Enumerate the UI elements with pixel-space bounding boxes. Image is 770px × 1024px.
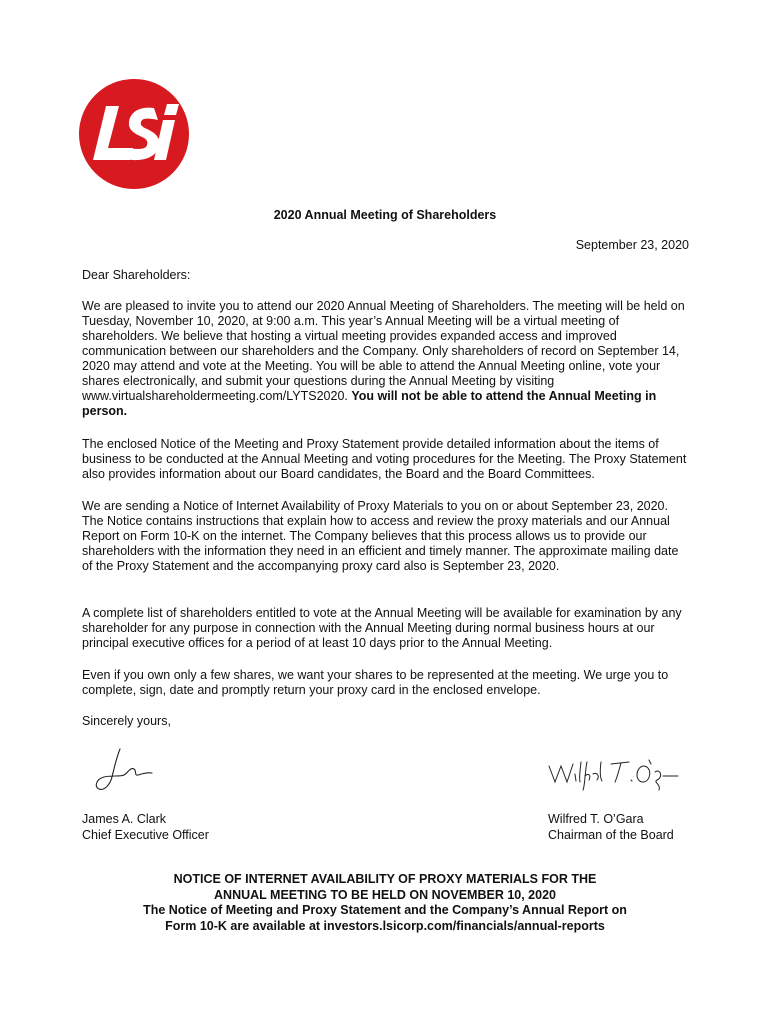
paragraph-invitation-bold: You will not be able to attend the Annual Meeting in person. xyxy=(82,389,657,418)
paragraph-proxy-statement: The enclosed Notice of the Meeting and Proxy Statement provide detailed information about the items of business to be conducted at the Annual Meeting and voting procedures for the Meeting. The Proxy Statement also provides information about our Board candidates, the Board and the Board Committees. xyxy=(82,437,687,481)
paragraph-invitation-text: We are pleased to invite you to attend our 2020 Annual Meeting of Shareholders. The meeting will be held on Tuesday, November 10, 2020, at 9:00 a.m. This year’s Annual Meeting will be a virtual meeting of shareholders. We believe that hosting a virtual meeting provides expanded access and improved communication between our shareholders and the Company. Only shareholders of record on September 14, 2020 may attend and vote at the Meeting. You will be able to attend the Annual Meeting online, vote your shares electronically, and submit your questions during the Annual Meeting by visiting www.virtualshareholdermeeting.com/LYTS2020. xyxy=(82,299,685,403)
chairman-title: Chairman of the Board xyxy=(548,828,674,842)
chairman-signature-block xyxy=(548,811,674,843)
notice-line-1: NOTICE OF INTERNET AVAILABILITY OF PROXY MATERIALS FOR THE xyxy=(173,872,597,886)
letter-date: September 23, 2020 xyxy=(575,238,689,252)
meeting-title: 2020 Annual Meeting of Shareholders xyxy=(273,208,497,222)
lsi-logo xyxy=(78,78,190,190)
ceo-signature xyxy=(90,745,165,795)
chairman-signature xyxy=(545,752,680,792)
notice-line-3: The Notice of Meeting and Proxy Statement and the Company’s Annual Report on xyxy=(143,903,627,917)
paragraph-internet-notice: We are sending a Notice of Internet Availability of Proxy Materials to you on or about September 23, 2020. The Notice contains instructions that explain how to access and review the proxy materials and our Annual Report on Form 10-K on the internet. The Company believes that this process allows us to provide our shareholders with the information they need in an efficient and timely manner. The approximate mailing date of the Proxy Statement and the accompanying proxy card also is September 23, 2020. xyxy=(82,499,679,573)
salutation: Dear Shareholders: xyxy=(82,268,191,282)
closing: Sincerely yours, xyxy=(82,714,171,728)
paragraph-vote-request: Even if you own only a few shares, we want your shares to be represented at the meeting. We urge you to complete, sign, date and promptly return your proxy card in the enclosed envelope. xyxy=(82,668,669,697)
chairman-name: Wilfred T. O’Gara xyxy=(548,812,644,826)
notice-line-2: ANNUAL MEETING TO BE HELD ON NOVEMBER 10, 2020 xyxy=(214,887,556,902)
ceo-signature-block xyxy=(82,811,209,843)
paragraph-invitation xyxy=(82,299,690,419)
ceo-name: James A. Clark xyxy=(82,812,167,826)
internet-availability-notice xyxy=(0,872,770,934)
ceo-title: Chief Executive Officer xyxy=(82,828,209,842)
paragraph-shareholder-list: A complete list of shareholders entitled to vote at the Annual Meeting will be available for examination by any shareholder for any purpose in connection with the Annual Meeting during normal business hours at our principal executive offices for a period of at least 10 days prior to the Annual Meeting. xyxy=(82,606,682,650)
notice-line-4: Form 10-K are available at investors.lsicorp.com/financials/annual-reports xyxy=(165,918,605,933)
